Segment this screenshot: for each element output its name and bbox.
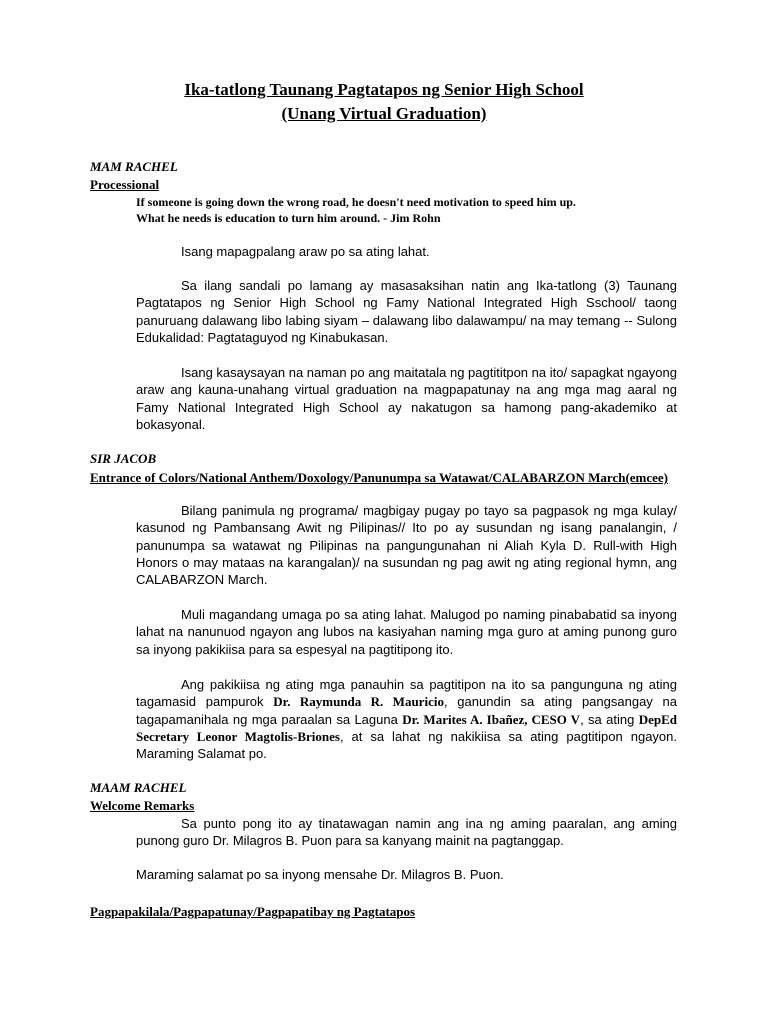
section-heading: Processional (90, 177, 160, 192)
section-heading: Entrance of Colors/National Anthem/Doxology/Panunumpa sa Watawat/CALABARZON March(emcee) (90, 470, 669, 485)
paragraph: Bilang panimula ng programa/ magbigay pugay po tayo sa pagpasok ng mga kulay/ kasunod ng Pambansang Awit ng Pilipinas// Ito po ay susundan ng isang panalangin, / panunumpa sa watawat ng Pilipinas na pangungunahan ni Aliah Kyla D. Rull-with High Honors o may mataas na karangalan)/ na susundan ng pag awit ng ating regional hymn, ang CALABARZON March. (136, 503, 677, 588)
paragraph: Isang mapagpalang araw po sa ating lahat. (181, 244, 430, 259)
paragraph: Sa ilang sandali po lamang ay masasaksihan natin ang Ika-tatlong (3) Taunang Pagtatapos ng Senior High School ng Famy National Integrated High Sschool/ taong panuruang dalawang libo labing siyam – dalawang libo dalawampu/ na may temang -- Sulong Edukalidad: Pagtataguyod ng Kinabukasan. (136, 278, 677, 345)
guest-name: Dr. Marites A. Ibañez, CESO V (402, 711, 581, 727)
speaker-label: MAM RACHEL (90, 159, 178, 174)
section-heading: Pagpapakilala/Pagpapatunay/Pagpapatibay ng Pagtatapos (90, 904, 416, 919)
document-subtitle: (Unang Virtual Graduation) (281, 104, 487, 123)
document-title: Ika-tatlong Taunang Pagtatapos ng Senior High School (184, 80, 584, 99)
quote-line: What he needs is education to turn him around. - Jim Rohn (136, 211, 441, 225)
speaker-label: MAAM RACHEL (90, 780, 187, 795)
guest-name: Dr. Raymunda R. Mauricio (273, 694, 444, 710)
paragraph: Ang pakikiisa ng ating mga panauhin sa pagtitipon na ito sa pangunguna ng ating tagamasid pampurok Dr. Raymunda R. Mauricio, ganundin sa ating pangsangay na tagapamanihala ng mga paraalan sa Laguna Dr. Marites A. Ibañez, CESO V, sa ating DepEd Secretary Leonor Magtolis-Briones, at sa lahat ng nakikiisa sa ating pagtitipon ngayon. Maraming Salamat po. (136, 677, 677, 762)
paragraph: Maraming salamat po sa inyong mensahe Dr. Milagros B. Puon. (136, 867, 504, 882)
quote-line: If someone is going down the wrong road, he doesn't need motivation to speed him up. (136, 195, 576, 209)
paragraph: Muli magandang umaga po sa ating lahat. Malugod po naming pinababatid sa inyong lahat na nanunuod ngayon ang lubos na kasiyahan naming mga guro at aming punong guro sa inyong pakikiisa para sa espesyal na pagtitipong ito. (136, 607, 677, 657)
paragraph: Sa punto pong ito ay tinatawagan namin ang ina ng aming paaralan, ang aming punong guro Dr. Milagros B. Puon para sa kanyang mainit na pagtanggap. (136, 816, 677, 849)
speaker-label: SIR JACOB (90, 451, 157, 466)
paragraph: Isang kasaysayan na naman po ang maitatala ng pagtititpon na ito/ sapagkat ngayong araw ang kauna-unahang virtual graduation na magpapatunay na ang mga mag aaral ng Famy National Integrated High School ay nakatugon sa hamong pang-akademiko at bokasyonal. (136, 365, 677, 432)
section-heading: Welcome Remarks (90, 798, 195, 813)
guest-name: DepEd Secretary Leonor Magtolis-Briones (136, 711, 677, 744)
